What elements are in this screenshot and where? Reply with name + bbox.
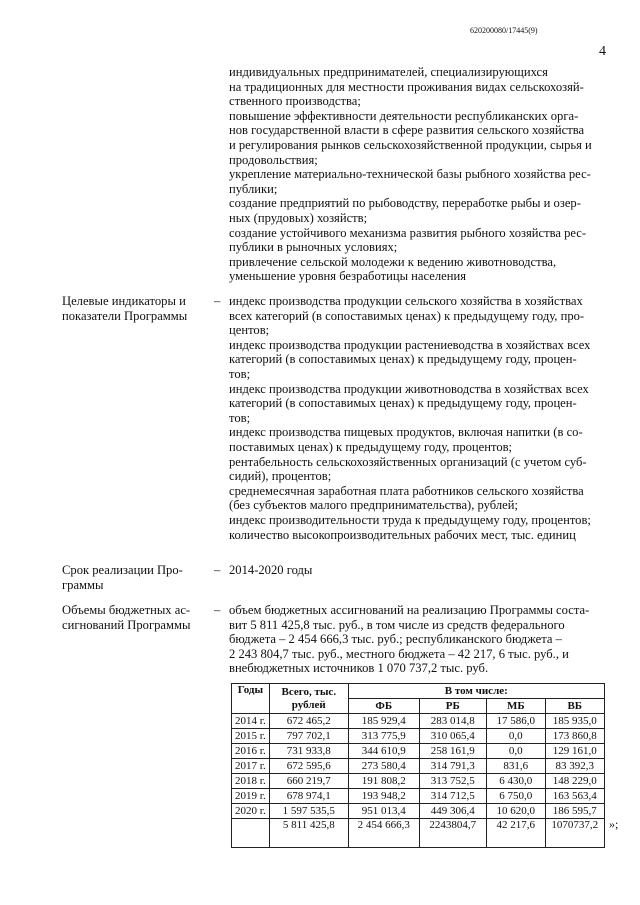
- text-line: создание предприятий по рыбоводству, переработке рыбы и озер-: [229, 196, 581, 211]
- table-cell: 660 219,7: [269, 774, 348, 789]
- text-line: и регулирования рынков сельскохозяйственной продукции, сырья и: [229, 137, 592, 152]
- text-line: рентабельность сельскохозяйственных организаций (с учетом суб-: [229, 454, 587, 469]
- section-body: [229, 294, 604, 542]
- text-line: публики;: [229, 181, 278, 196]
- table-row: [232, 729, 605, 744]
- table-cell: 1070737,2: [545, 819, 604, 848]
- table-cell: 283 014,8: [419, 714, 486, 729]
- table-cell: 2018 г.: [232, 774, 270, 789]
- text-line: всех категорий (в сопоставимых ценах) к предыдущему году, про-: [229, 308, 585, 323]
- text-line: сидий), процентов;: [229, 469, 332, 484]
- text-line: индивидуальных предпринимателей, специализирующихся: [229, 65, 548, 79]
- text-line: индекс производства продукции сельского хозяйства в хозяйствах: [229, 294, 583, 308]
- header-including: В том числе:: [348, 684, 604, 699]
- table-cell: 2243804,7: [419, 819, 486, 848]
- table-row: [232, 759, 605, 774]
- text-line: создание устойчивого механизма развития рыбного хозяйства рес-: [229, 225, 587, 240]
- table-cell: 6 430,0: [486, 774, 545, 789]
- text-line: центов;: [229, 323, 270, 338]
- dash: –: [214, 603, 221, 617]
- closing-quote: »;: [609, 817, 619, 831]
- table-row: [232, 804, 605, 819]
- document-id: 620200080/17445(9): [470, 26, 538, 35]
- text-line: среднемесячная заработная плата работников сельского хозяйства: [229, 483, 584, 498]
- label-line: Объемы бюджетных ас-: [62, 603, 191, 617]
- label-line: граммы: [62, 577, 104, 592]
- label-line: показатели Программы: [62, 308, 188, 323]
- table-cell: 449 306,4: [419, 804, 486, 819]
- table-cell: 314 712,5: [419, 789, 486, 804]
- table-cell: 0,0: [486, 729, 545, 744]
- table-cell: 2016 г.: [232, 744, 270, 759]
- label-line: сигнований Программы: [62, 617, 191, 632]
- table-row: [232, 744, 605, 759]
- text-line: ственного производства;: [229, 94, 361, 109]
- table-cell: 2014 г.: [232, 714, 270, 729]
- table-cell: 2020 г.: [232, 804, 270, 819]
- text-line: повышение эффективности деятельности республиканских орга-: [229, 108, 579, 123]
- table-cell: 258 161,9: [419, 744, 486, 759]
- text-line: продовольствия;: [229, 152, 318, 167]
- table-cell: 193 948,2: [348, 789, 419, 804]
- text-line: ных (прудовых) хозяйств;: [229, 210, 368, 225]
- table-cell: 678 974,1: [269, 789, 348, 804]
- table-cell: 6 750,0: [486, 789, 545, 804]
- header-mb: МБ: [486, 699, 545, 714]
- section-label: [62, 294, 187, 323]
- text-line: тов;: [229, 366, 251, 381]
- table-cell: 42 217,6: [486, 819, 545, 848]
- table-cell: [232, 819, 270, 848]
- label-line: Целевые индикаторы и: [62, 294, 186, 308]
- text-line: индекс производительности труда к предыдущему году, процентов;: [229, 512, 591, 527]
- text-line: публики в рыночных условиях;: [229, 240, 398, 255]
- table-cell: 731 933,8: [269, 744, 348, 759]
- table-cell: 313 775,9: [348, 729, 419, 744]
- header-rb: РБ: [419, 699, 486, 714]
- table-cell: 951 013,4: [348, 804, 419, 819]
- table-cell: 831,6: [486, 759, 545, 774]
- table-cell: 1 597 535,5: [269, 804, 348, 819]
- table-cell: 314 791,3: [419, 759, 486, 774]
- table-cell: 10 620,0: [486, 804, 545, 819]
- table-cell: 310 065,4: [419, 729, 486, 744]
- text-line: 2 243 804,7 тыс. руб., местного бюджета – 42 217, 6 тыс. руб., и: [229, 646, 569, 661]
- section-label: [62, 563, 183, 592]
- table-row: [232, 819, 605, 848]
- table-cell: 2015 г.: [232, 729, 270, 744]
- text-line: нов государственной власти в сфере развития сельского хозяйства: [229, 123, 585, 138]
- text-line: укрепление материально-технической базы рыбного хозяйства рес-: [229, 167, 591, 182]
- text-line: тов;: [229, 410, 251, 425]
- dash: –: [214, 294, 221, 308]
- page-number: 4: [599, 44, 606, 59]
- table-cell: 273 580,4: [348, 759, 419, 774]
- table-cell: 672 465,2: [269, 714, 348, 729]
- text-line: количество высокопроизводительных рабочих мест, тыс. единиц: [229, 527, 576, 542]
- text-line: уменьшение уровня безработицы населения: [229, 269, 466, 284]
- table-cell: 191 808,2: [348, 774, 419, 789]
- table-cell: 5 811 425,8: [269, 819, 348, 848]
- table-cell: 797 702,1: [269, 729, 348, 744]
- table-row: [232, 714, 605, 729]
- text-line: категорий (в сопоставимых ценах) к предыдущему году, процен-: [229, 396, 577, 411]
- table-cell: 0,0: [486, 744, 545, 759]
- continuation-text: [229, 65, 604, 284]
- table-cell: 129 161,0: [545, 744, 604, 759]
- text-line: поставимых ценах) к предыдущему году, процентов;: [229, 439, 513, 454]
- section-label: [62, 603, 190, 632]
- table-cell: 185 935,0: [545, 714, 604, 729]
- table-cell: 148 229,0: [545, 774, 604, 789]
- text-line: вит 5 811 425,8 тыс. руб., в том числе из средств федерального: [229, 617, 565, 632]
- text-line: индекс производства продукции растениеводства в хозяйствах всех: [229, 337, 591, 352]
- table-cell: 186 595,7: [545, 804, 604, 819]
- table-cell: 163 563,4: [545, 789, 604, 804]
- text-line: индекс производства продукции животноводства в хозяйствах всех: [229, 381, 589, 396]
- header-fb: ФБ: [348, 699, 419, 714]
- table-cell: 83 392,3: [545, 759, 604, 774]
- header-year: Годы: [232, 684, 270, 714]
- table-cell: 344 610,9: [348, 744, 419, 759]
- header-total: Всего, тыс. рублей: [269, 684, 348, 714]
- text-line: индекс производства пищевых продуктов, включая напитки (в со-: [229, 425, 583, 440]
- text-line: на традиционных для местности проживания видах сельскохозяй-: [229, 79, 584, 94]
- table-cell: 672 595,6: [269, 759, 348, 774]
- section-body: [229, 603, 604, 676]
- table-cell: 313 752,5: [419, 774, 486, 789]
- table-cell: 173 860,8: [545, 729, 604, 744]
- table-cell: 2 454 666,3: [348, 819, 419, 848]
- text-line: 2014-2020 годы: [229, 563, 313, 577]
- label-line: Срок реализации Про-: [62, 563, 183, 577]
- dash: –: [214, 563, 221, 577]
- table-row: [232, 789, 605, 804]
- text-line: привлечение сельской молодежи к ведению животноводства,: [229, 254, 557, 269]
- text-line: категорий (в сопоставимых ценах) к предыдущему году, процен-: [229, 352, 577, 367]
- text-line: (без субъектов малого предпринимательства), рублей;: [229, 498, 519, 513]
- budget-table: [231, 683, 605, 848]
- table-cell: 185 929,4: [348, 714, 419, 729]
- table-cell: 2019 г.: [232, 789, 270, 804]
- header-vb: ВБ: [545, 699, 604, 714]
- section-body: [229, 563, 604, 578]
- text-line: внебюджетных источников 1 070 737,2 тыс. руб.: [229, 661, 489, 676]
- table-cell: 2017 г.: [232, 759, 270, 774]
- text-line: бюджета – 2 454 666,3 тыс. руб.; республиканского бюджета –: [229, 632, 562, 647]
- table-row: [232, 774, 605, 789]
- text-line: объем бюджетных ассигнований на реализацию Программы соста-: [229, 603, 590, 617]
- table-cell: 17 586,0: [486, 714, 545, 729]
